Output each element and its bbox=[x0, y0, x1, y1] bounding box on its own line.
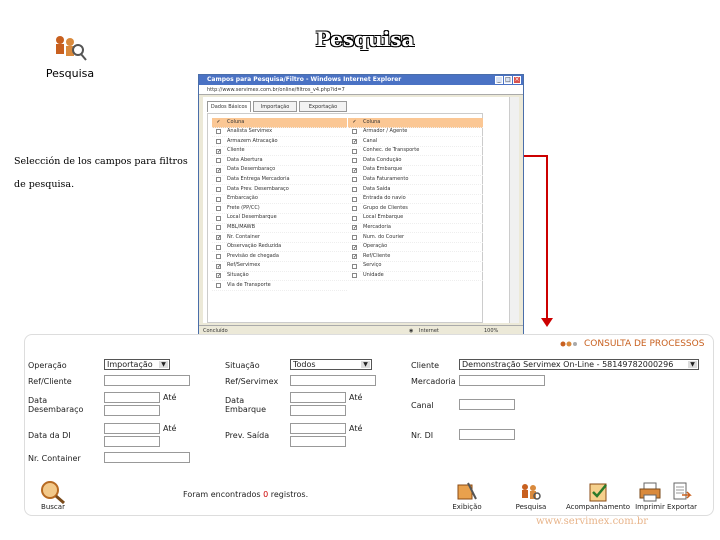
field-checkbox[interactable] bbox=[216, 254, 221, 259]
nr-di-input[interactable] bbox=[459, 429, 515, 440]
field-label: Frete (PP/CC) bbox=[227, 204, 260, 211]
field-checkbox[interactable] bbox=[216, 197, 221, 202]
fields-column-left bbox=[212, 118, 347, 291]
data-embarque-to-input[interactable] bbox=[290, 405, 346, 416]
situacao-label: Situação bbox=[225, 361, 260, 370]
exibicao-button[interactable]: Exibição bbox=[452, 503, 482, 511]
field-label: Nr. Container bbox=[227, 233, 260, 240]
ie-page bbox=[203, 97, 513, 323]
pointer-arrow-line bbox=[546, 155, 548, 318]
field-label: Conhec. de Transporte bbox=[363, 147, 420, 154]
field-checkbox[interactable] bbox=[352, 206, 357, 211]
result-text: Foram encontrados 0 registros. bbox=[183, 490, 309, 499]
ate-label: Até bbox=[349, 424, 363, 433]
footer-url: www.servimex.com.br bbox=[536, 516, 649, 527]
imprimir-button[interactable]: Imprimir bbox=[635, 503, 665, 511]
prev-saida-label: Prev. Saída bbox=[225, 431, 270, 440]
field-checkbox[interactable]: ✓ bbox=[217, 234, 222, 241]
status-zone: Internet bbox=[419, 328, 439, 334]
ie-window bbox=[198, 74, 524, 336]
ref-servimex-label: Ref/Servimex bbox=[225, 377, 279, 386]
brand-logo-icon bbox=[560, 339, 580, 349]
field-label: Ref/Servimex bbox=[227, 262, 261, 269]
printer-icon[interactable] bbox=[638, 481, 662, 503]
data-di-label: Data da DI bbox=[28, 431, 71, 440]
field-checkbox[interactable] bbox=[352, 177, 357, 182]
field-label: Data Desembaraço bbox=[227, 166, 276, 173]
field-label: Via de Transporte bbox=[227, 281, 271, 288]
operacao-label: Operação bbox=[28, 361, 67, 370]
field-row[interactable] bbox=[212, 281, 347, 291]
field-checkbox[interactable]: ✓ bbox=[353, 225, 358, 232]
field-label: Data Abertura bbox=[227, 156, 263, 163]
field-label: Previsão de chegada bbox=[227, 252, 279, 259]
field-label: Armazem Atracação bbox=[227, 137, 278, 144]
field-checkbox[interactable] bbox=[216, 187, 221, 192]
field-checkbox[interactable] bbox=[352, 149, 357, 154]
maximize-icon[interactable]: □ bbox=[505, 76, 511, 83]
field-label: Mercadoria bbox=[363, 224, 391, 231]
fields-panel bbox=[207, 113, 483, 323]
exibicao-icon[interactable] bbox=[456, 481, 478, 503]
column-header: ✓ Coluna bbox=[212, 118, 347, 128]
brand-title: CONSULTA DE PROCESSOS bbox=[584, 339, 705, 349]
tab-importacao[interactable]: Importação bbox=[253, 101, 297, 112]
data-embarque-from-input[interactable] bbox=[290, 392, 346, 403]
field-checkbox[interactable] bbox=[352, 216, 357, 221]
field-label: Ref/Cliente bbox=[363, 252, 391, 259]
field-label: Data Prev. Desembaraço bbox=[227, 185, 289, 192]
data-desembaraco-label: Data Desembaraço bbox=[28, 396, 84, 414]
canal-input[interactable] bbox=[459, 399, 515, 410]
zoom-level[interactable]: 100% bbox=[484, 328, 499, 334]
field-label: Data Condução bbox=[363, 156, 402, 163]
field-label: Entrada do navio bbox=[363, 195, 406, 202]
field-label: Local Embarque bbox=[363, 214, 404, 221]
status-text: Concluído bbox=[203, 328, 228, 334]
field-checkbox[interactable] bbox=[352, 264, 357, 269]
prev-saida-to-input[interactable] bbox=[290, 436, 346, 447]
field-label: Situação bbox=[227, 272, 249, 278]
field-label: Unidade bbox=[363, 272, 384, 278]
canal-label: Canal bbox=[411, 401, 434, 410]
ie-scrollbar[interactable] bbox=[509, 97, 519, 323]
field-checkbox[interactable] bbox=[352, 129, 357, 134]
ref-cliente-input[interactable] bbox=[104, 375, 190, 386]
field-label: Analista Servimex bbox=[227, 128, 273, 135]
field-checkbox[interactable]: ✓ bbox=[217, 148, 222, 155]
field-checkbox[interactable]: ✓ bbox=[217, 167, 222, 174]
magnifier-icon[interactable] bbox=[38, 480, 66, 504]
field-label: Data Faturamento bbox=[363, 176, 409, 183]
nr-di-label: Nr. DI bbox=[411, 431, 434, 440]
field-label: Observação Reduzida bbox=[227, 243, 282, 250]
field-checkbox[interactable] bbox=[216, 206, 221, 211]
pesquisa-button[interactable]: Pesquisa bbox=[515, 503, 547, 511]
field-checkbox[interactable] bbox=[216, 216, 221, 221]
data-desembaraco-to-input[interactable] bbox=[104, 405, 160, 416]
field-label: Grupo de Clientes bbox=[363, 204, 408, 211]
field-checkbox[interactable] bbox=[216, 158, 221, 163]
mercadoria-label: Mercadoria bbox=[411, 377, 456, 386]
field-label: Armador / Agente bbox=[363, 128, 408, 135]
top-icon-label: Pesquisa bbox=[45, 67, 95, 80]
field-checkbox[interactable] bbox=[352, 187, 357, 192]
field-checkbox[interactable]: ✓ bbox=[353, 167, 358, 174]
data-di-from-input[interactable] bbox=[104, 423, 160, 434]
exportar-icon[interactable] bbox=[670, 481, 692, 503]
data-di-to-input[interactable] bbox=[104, 436, 160, 447]
field-label: Canal bbox=[363, 137, 378, 144]
ie-titlebar: Campos para Pesquisa/Filtro - Windows Internet Explorer bbox=[199, 75, 523, 85]
field-label: Serviço bbox=[363, 262, 382, 269]
field-label: Data Entrega Mercadoria bbox=[227, 176, 290, 183]
acompanhamento-button[interactable]: Acompanhamento bbox=[565, 503, 631, 511]
field-label: Cliente bbox=[227, 147, 245, 154]
globe-icon: ◉ bbox=[409, 328, 414, 334]
field-checkbox[interactable] bbox=[352, 235, 357, 240]
field-label: Data Embarque bbox=[363, 166, 403, 173]
acompanhamento-icon[interactable] bbox=[588, 481, 610, 503]
ate-label: Até bbox=[163, 424, 177, 433]
buscar-button[interactable]: Buscar bbox=[41, 503, 65, 511]
ie-address-bar[interactable]: http://www.servimex.com.br/online/filtros_v4.php?id=7 bbox=[199, 85, 523, 95]
field-label: Embarcação bbox=[227, 195, 258, 202]
close-icon[interactable]: × bbox=[514, 76, 520, 83]
ref-cliente-label: Ref/Cliente bbox=[28, 377, 72, 386]
field-checkbox[interactable] bbox=[216, 283, 221, 288]
field-label: MBL/MAWB bbox=[227, 224, 256, 231]
field-checkbox[interactable] bbox=[216, 245, 221, 250]
field-checkbox[interactable] bbox=[352, 273, 357, 278]
field-checkbox[interactable]: ✓ bbox=[217, 263, 222, 270]
pesquisa-icon[interactable] bbox=[518, 481, 542, 503]
field-checkbox[interactable] bbox=[216, 129, 221, 134]
data-desembaraco-from-input[interactable] bbox=[104, 392, 160, 403]
situacao-select[interactable]: Todos ▼ bbox=[290, 359, 372, 370]
arrow-head-icon bbox=[541, 318, 553, 327]
cliente-select[interactable]: Demonstração Servimex On-Line - 58149782000296 ▼ bbox=[459, 359, 699, 370]
mercadoria-input[interactable] bbox=[459, 375, 545, 386]
field-checkbox[interactable] bbox=[216, 139, 221, 144]
field-checkbox[interactable]: ✓ bbox=[353, 254, 358, 261]
field-label: Operação bbox=[363, 243, 388, 250]
exportar-button[interactable]: Exportar bbox=[666, 503, 698, 511]
ref-servimex-input[interactable] bbox=[290, 375, 376, 386]
field-checkbox[interactable] bbox=[352, 197, 357, 202]
field-checkbox[interactable]: ✓ bbox=[353, 244, 358, 251]
fields-column-right bbox=[348, 118, 483, 281]
field-row[interactable] bbox=[348, 272, 483, 282]
field-label: Local Desembarque bbox=[227, 214, 277, 221]
field-label: Data Saída bbox=[363, 185, 391, 192]
cliente-label: Cliente bbox=[411, 361, 440, 370]
field-label: Num. do Courier bbox=[363, 233, 405, 240]
nr-container-label: Nr. Container bbox=[28, 454, 81, 463]
prev-saida-from-input[interactable] bbox=[290, 423, 346, 434]
slide-title: Pesquisa bbox=[315, 27, 415, 51]
field-checkbox[interactable] bbox=[216, 177, 221, 182]
column-header: ✓ Coluna bbox=[348, 118, 483, 128]
field-checkbox[interactable]: ✓ bbox=[353, 138, 358, 145]
ate-label: Até bbox=[163, 393, 177, 402]
description-text: Selección de los campos para filtros de pesquisa. bbox=[14, 156, 188, 190]
operacao-select[interactable]: Importação ▼ bbox=[104, 359, 170, 370]
tab-dados-basicos[interactable]: Dados Básicos bbox=[207, 101, 251, 112]
ate-label: Até bbox=[349, 393, 363, 402]
field-checkbox[interactable] bbox=[216, 225, 221, 230]
tab-exportacao[interactable]: Exportação bbox=[299, 101, 347, 112]
field-checkbox[interactable] bbox=[352, 158, 357, 163]
field-checkbox[interactable]: ✓ bbox=[217, 273, 222, 280]
people-search-icon bbox=[48, 32, 88, 68]
data-embarque-label: Data Embarque bbox=[225, 396, 267, 414]
pointer-arrow bbox=[524, 155, 548, 157]
minimize-icon[interactable]: _ bbox=[495, 76, 503, 84]
nr-container-input[interactable] bbox=[104, 452, 190, 463]
